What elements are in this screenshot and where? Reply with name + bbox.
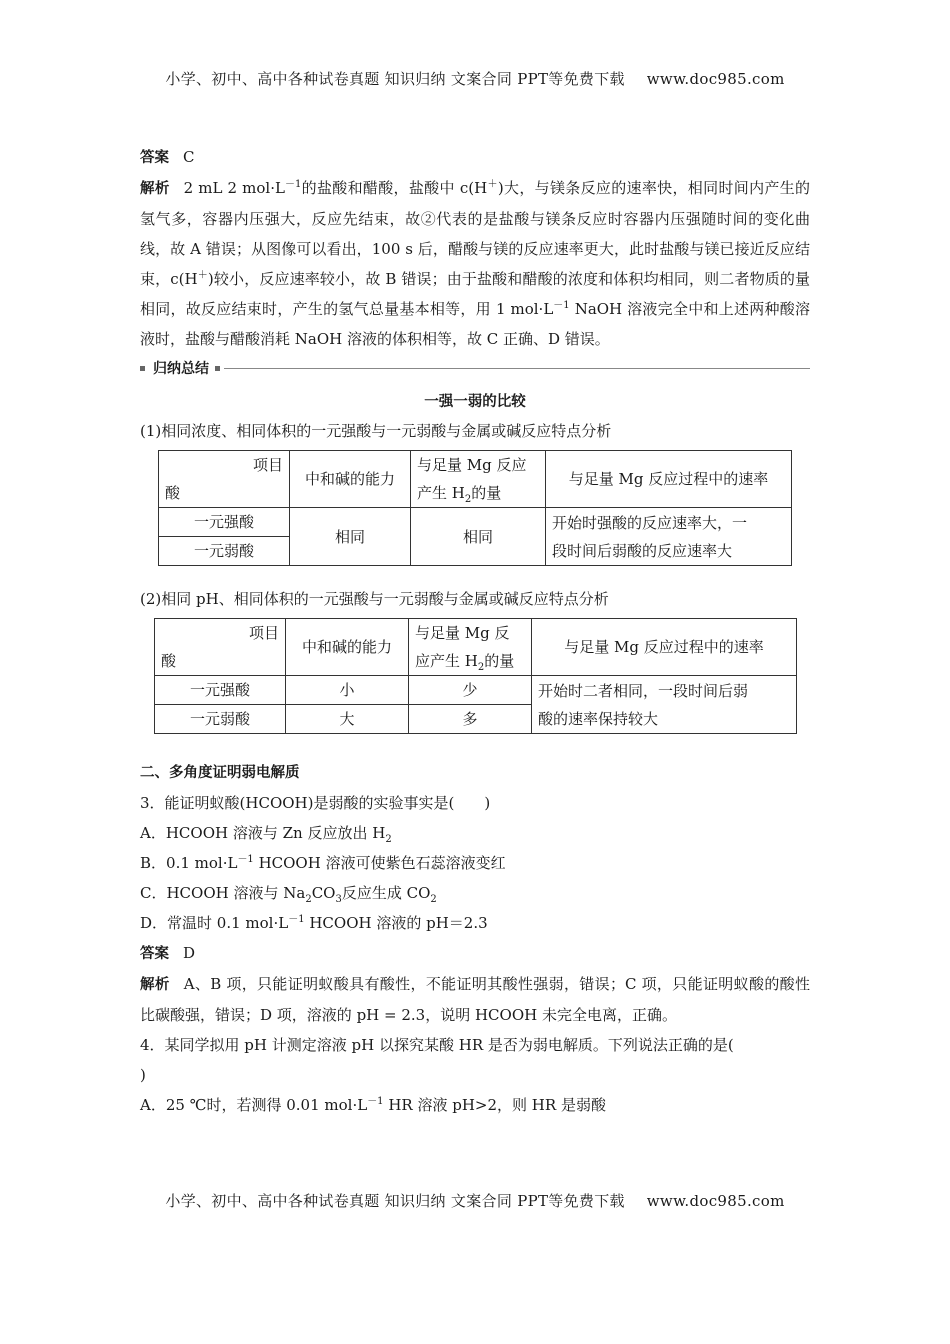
option-text: A．HCOOH 溶液与 Zn 反应放出 H: [140, 824, 386, 842]
table-header-cell: 中和碱的能力: [290, 451, 411, 508]
page-footer: [0, 1190, 950, 1211]
superscript: ＋: [487, 179, 498, 190]
table-cell: 相同: [290, 508, 411, 566]
answer-label: 答案: [140, 946, 169, 962]
option-text: CO: [311, 884, 336, 902]
analysis-text: 2 mL 2 mol·L: [183, 179, 285, 197]
analysis-2: [140, 969, 810, 1030]
question-4-stem-cont: ): [140, 1066, 146, 1084]
subtitle-2: (2)相同 pH、相同体积的一元强酸与一元弱酸与金属或碱反应特点分析: [140, 590, 609, 608]
compare-title: 一强一弱的比较: [424, 394, 526, 410]
row-label: 一元弱酸: [155, 705, 286, 734]
option-b: [140, 848, 810, 878]
superscript: －1: [553, 300, 570, 311]
table-cell: 大: [286, 705, 409, 734]
superscript: －1: [288, 914, 305, 925]
header-text: 的量: [471, 484, 502, 502]
answer-1: [140, 142, 810, 173]
table-header-cell: 与足量 Mg 反应过程中的速率: [546, 451, 792, 508]
header-line: [417, 479, 539, 507]
subscript: 2: [385, 834, 392, 845]
header-line: 与足量 Mg 反应: [417, 456, 527, 474]
header-acid: 酸: [161, 652, 177, 670]
table-cell: 多: [409, 705, 532, 734]
row-label: 一元弱酸: [159, 537, 290, 566]
option-text: C．HCOOH 溶液与 Na: [140, 884, 306, 902]
header-line: 与足量 Mg 反: [415, 624, 510, 642]
table-header-cell: [409, 619, 532, 676]
table-header-row: [155, 619, 797, 676]
option-a: [140, 818, 810, 848]
table-header-cell: [411, 451, 546, 508]
subscript: 2: [464, 494, 472, 505]
option-text: B．0.1 mol·L: [140, 854, 238, 872]
subscript: 2: [477, 662, 485, 673]
footer-text: 小学、初中、高中各种试卷真题 知识归纳 文案合同 PPT等免费下载: [165, 1192, 625, 1210]
answer-2: [140, 938, 810, 969]
square-bullet-icon: [215, 366, 220, 371]
table-corner-cell: [159, 451, 290, 508]
header-text: 的量: [484, 652, 515, 670]
option-text: A．25 ℃时，若测得 0.01 mol·L: [140, 1096, 368, 1114]
main-content: [140, 142, 810, 1120]
summary-title: 归纳总结: [153, 361, 209, 377]
page-header: [0, 68, 950, 89]
table-header-row: [159, 451, 792, 508]
subtitle-1: (1)相同浓度、相同体积的一元强酸与一元弱酸与金属或碱反应特点分析: [140, 422, 612, 440]
answer-label: 答案: [140, 150, 169, 166]
table-row: [155, 676, 797, 705]
answer-value: C: [183, 148, 195, 166]
row-label: 一元强酸: [155, 676, 286, 705]
header-line: [415, 647, 525, 675]
table-header-cell: 与足量 Mg 反应过程中的速率: [532, 619, 797, 676]
cell-line: 开始时强酸的反应速率大，一: [552, 513, 748, 532]
divider: [224, 368, 810, 369]
superscript: ＋: [197, 270, 208, 281]
analysis-text: )较小，反应速率较小，故 B 错误；由于盐酸和醋酸的浓度和体积均相同，则二者物质的量相同，故反应结束时，产生的氢气总量基本相等，用 1 mol·L: [140, 270, 811, 318]
subscript: 2: [430, 894, 437, 905]
section-heading: 二、多角度证明弱电解质: [140, 765, 300, 781]
analysis-text: A、B 项，只能证明蚁酸具有酸性，不能证明其酸性强弱，错误；C 项，只能证明蚁酸的酸性比碳酸强，错误；D 项，溶液的 pH = 2.3，说明 HCOOH 未完全电离，正确。: [140, 975, 811, 1024]
option-c: [140, 878, 810, 908]
footer-url[interactable]: www.doc985.com: [646, 1192, 785, 1210]
table-row: [159, 508, 792, 537]
option-text: D．常温时 0.1 mol·L: [140, 914, 289, 932]
table-cell: 少: [409, 676, 532, 705]
summary-bar: [140, 356, 810, 380]
header-item: 项目: [248, 624, 279, 642]
header-acid: 酸: [165, 484, 181, 502]
table-cell: [532, 676, 797, 734]
option-d: [140, 908, 810, 938]
question-4-stem: 4．某同学拟用 pH 计测定溶液 pH 以探究某酸 HR 是否为弱电解质。下列说法正确的是(: [140, 1036, 734, 1054]
header-item: 项目: [252, 456, 283, 474]
analysis-label: 解析: [140, 181, 170, 197]
analysis-text: )大，与镁条反应的速率快，相同时间内产生的氢气多，容器内压强大，反应先结束，故②代表的是盐酸与镁条反应时容器内压强随时间的变化曲线，故 A 错误；从图像可以看出，100 s 后，醋酸与镁的反应速率更大，此时盐酸与镁已接近反应结束，c(H: [140, 179, 811, 288]
table-cell: [546, 508, 792, 566]
square-bullet-icon: [140, 366, 145, 371]
subscript: 3: [335, 894, 342, 905]
comparison-table-2: [154, 618, 797, 734]
option-text: 反应生成 CO: [341, 884, 431, 902]
table-corner-cell: [155, 619, 286, 676]
row-label: 一元强酸: [159, 508, 290, 537]
superscript: －1: [367, 1096, 384, 1107]
cell-line: 段时间后弱酸的反应速率大: [552, 541, 733, 560]
header-text: 小学、初中、高中各种试卷真题 知识归纳 文案合同 PPT等免费下载: [165, 70, 625, 88]
table-cell: 相同: [411, 508, 546, 566]
analysis-text: NaOH 溶液完全中和上述两种酸溶液时，盐酸与醋酸消耗 NaOH 溶液的体积相等，故 C 正确、D 错误。: [140, 300, 810, 348]
cell-line: 开始时二者相同，一段时间后弱: [538, 681, 749, 700]
analysis-text: 的盐酸和醋酸，盐酸中 c(H: [301, 179, 488, 197]
comparison-table-1: [158, 450, 792, 566]
superscript: －1: [237, 854, 254, 865]
header-url[interactable]: www.doc985.com: [646, 70, 785, 88]
option-text: HCOOH 溶液可使紫色石蕊溶液变红: [253, 854, 506, 872]
cell-line: 酸的速率保持较大: [538, 709, 659, 728]
option-text: HCOOH 溶液的 pH＝2.3: [304, 914, 488, 932]
question-3-stem: 3．能证明蚁酸(HCOOH)是弱酸的实验事实是( ): [140, 794, 491, 812]
superscript: －1: [284, 179, 302, 190]
option-a: [140, 1090, 810, 1120]
subscript: 2: [305, 894, 312, 905]
analysis-1: [140, 173, 810, 354]
header-text: 产生 H: [417, 484, 465, 502]
table-header-cell: 中和碱的能力: [286, 619, 409, 676]
answer-value: D: [183, 944, 196, 962]
option-text: HR 溶液 pH>2，则 HR 是弱酸: [383, 1096, 606, 1114]
analysis-label: 解析: [140, 977, 170, 993]
header-text: 应产生 H: [415, 652, 478, 670]
table-cell: 小: [286, 676, 409, 705]
